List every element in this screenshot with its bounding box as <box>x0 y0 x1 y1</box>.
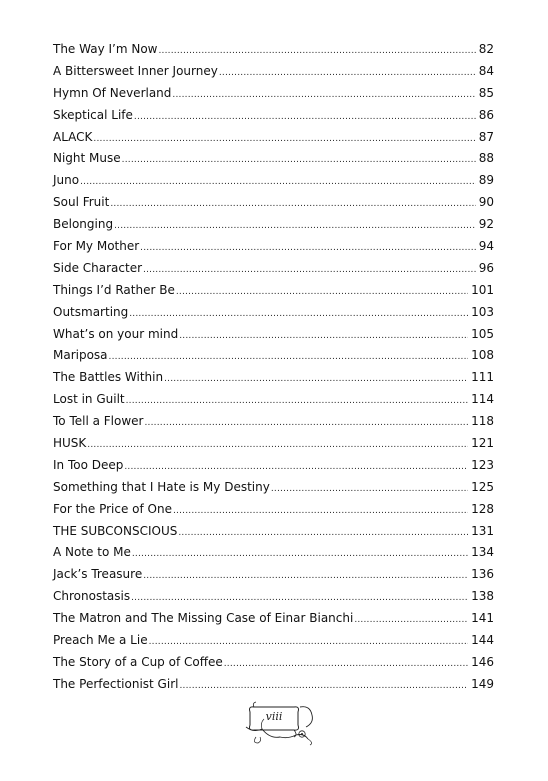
toc-entry-page-number: 96 <box>478 260 494 275</box>
toc-entry-title: Belonging <box>53 217 114 232</box>
toc-entry-title: To Tell a Flower <box>53 414 144 429</box>
toc-entry-title: Lost in Guilt <box>53 392 125 407</box>
toc-entry-title: The Story of a Cup of Coffee <box>53 654 223 669</box>
page-folio <box>244 699 318 749</box>
toc-entry-page-number: 90 <box>478 195 494 210</box>
toc-entry-page-number: 136 <box>471 567 494 582</box>
toc-entry-page-number: 84 <box>478 63 494 78</box>
toc-entry-page-number: 146 <box>471 654 494 669</box>
toc-entry[interactable] <box>53 389 494 411</box>
toc-entry-page-number: 85 <box>478 85 494 100</box>
toc-entry-title: Hymn Of Neverland <box>53 85 172 100</box>
toc-entry[interactable] <box>53 521 494 543</box>
toc-entry-page-number: 128 <box>471 501 494 516</box>
dot-leader <box>80 172 476 194</box>
toc-entry-title: Mariposa <box>53 348 108 363</box>
toc-entry-title: HUSK <box>53 436 87 451</box>
toc-entry[interactable] <box>53 105 494 127</box>
toc-entry-title: Outsmarting <box>53 304 129 319</box>
toc-entry-title: Something that I Hate is My Destiny <box>53 479 270 494</box>
toc-entry-page-number: 149 <box>471 676 494 691</box>
toc-entry[interactable] <box>53 411 494 433</box>
toc-entry[interactable] <box>53 127 494 149</box>
toc-entry[interactable] <box>53 170 494 192</box>
toc-entry-title: Preach Me a Lie <box>53 633 148 648</box>
toc-entry-page-number: 144 <box>471 633 494 648</box>
toc-entry-page-number: 134 <box>471 545 494 560</box>
toc-entry[interactable] <box>53 324 494 346</box>
toc-entry-page-number: 125 <box>471 479 494 494</box>
toc-entry[interactable] <box>53 148 494 170</box>
dot-leader <box>124 457 468 479</box>
toc-entry-page-number: 141 <box>471 611 494 626</box>
toc-entry-page-number: 94 <box>478 239 494 254</box>
toc-entry[interactable] <box>53 499 494 521</box>
toc-entry-page-number: 101 <box>471 282 494 297</box>
dot-leader <box>173 501 468 523</box>
dot-leader <box>114 216 476 238</box>
toc-entry[interactable] <box>53 433 494 455</box>
dot-leader <box>219 63 476 85</box>
toc-entry[interactable] <box>53 302 494 324</box>
dot-leader <box>149 632 469 654</box>
toc-entry-page-number: 89 <box>478 173 494 188</box>
dot-leader <box>164 369 468 391</box>
toc-entry[interactable] <box>53 214 494 236</box>
toc-entry-title: Things I’d Rather Be <box>53 282 175 297</box>
toc-entry-title: Chronostasis <box>53 589 131 604</box>
toc-entry-title: A Bittersweet Inner Journey <box>53 63 218 78</box>
dot-leader <box>224 654 468 676</box>
toc-entry-page-number: 103 <box>471 304 494 319</box>
toc-entry-page-number: 82 <box>478 42 494 56</box>
dot-leader <box>87 435 468 457</box>
dot-leader <box>129 304 468 326</box>
toc-entry-page-number: 111 <box>471 370 494 385</box>
dot-leader <box>172 85 475 107</box>
toc-entry-title: The Perfectionist Girl <box>53 676 179 691</box>
dot-leader <box>179 676 468 698</box>
scroll-banner-icon <box>244 699 318 749</box>
dot-leader <box>144 413 468 435</box>
toc-entry[interactable] <box>53 455 494 477</box>
toc-entry[interactable] <box>53 345 494 367</box>
dot-leader <box>159 41 476 63</box>
toc-entry[interactable] <box>53 280 494 302</box>
toc-entry-title: Soul Fruit <box>53 195 110 210</box>
toc-entry-title: The Way I’m Now <box>53 42 158 56</box>
dot-leader <box>354 610 468 632</box>
toc-entry[interactable] <box>53 630 494 652</box>
toc-entry-page-number: 131 <box>471 523 494 538</box>
toc-entry-page-number: 92 <box>478 217 494 232</box>
toc-entry-page-number: 108 <box>471 348 494 363</box>
toc-entry[interactable] <box>53 652 494 674</box>
toc-entry[interactable] <box>53 192 494 214</box>
toc-entry-title: Night Muse <box>53 151 121 166</box>
dot-leader <box>176 282 468 304</box>
toc-entry-page-number: 105 <box>471 326 494 341</box>
toc-entry-page-number: 123 <box>471 457 494 472</box>
dot-leader <box>143 260 476 282</box>
dot-leader <box>132 544 468 566</box>
toc-entry[interactable] <box>53 83 494 105</box>
toc-entry-title: What’s on your mind <box>53 326 179 341</box>
dot-leader <box>126 391 468 413</box>
dot-leader <box>178 523 468 545</box>
dot-leader <box>134 107 476 129</box>
toc-entry-page-number: 118 <box>471 414 494 429</box>
page-number: viii <box>265 710 283 723</box>
dot-leader <box>179 326 468 348</box>
toc-entry-title: The Matron and The Missing Case of Einar Bianchi <box>53 611 354 626</box>
toc-entry-page-number: 88 <box>478 151 494 166</box>
toc-entry-title: For My Mother <box>53 239 140 254</box>
toc-entry[interactable] <box>53 542 494 564</box>
toc-entry-page-number: 121 <box>471 436 494 451</box>
toc-entry-title: Side Character <box>53 260 143 275</box>
toc-entry-page-number: 86 <box>478 107 494 122</box>
toc-entry-title: For the Price of One <box>53 501 172 516</box>
dot-leader <box>143 566 468 588</box>
dot-leader <box>140 238 476 260</box>
toc-entry[interactable] <box>53 477 494 499</box>
toc-entry-title: The Battles Within <box>53 370 164 385</box>
toc-entry-title: Skeptical Life <box>53 107 133 122</box>
toc-entry[interactable] <box>53 608 494 630</box>
toc-entry-page-number: 114 <box>471 392 494 407</box>
dot-leader <box>131 588 468 610</box>
toc-entry-title: ALACK <box>53 129 93 144</box>
dot-leader <box>109 347 469 369</box>
toc-entry-page-number: 87 <box>478 129 494 144</box>
toc-entry[interactable] <box>53 674 494 696</box>
dot-leader <box>93 129 475 151</box>
toc-entry-page-number: 138 <box>471 589 494 604</box>
toc-entry-title: THE SUBCONSCIOUS <box>53 523 178 538</box>
toc-entry[interactable] <box>53 564 494 586</box>
table-of-contents <box>53 39 494 696</box>
toc-entry[interactable] <box>53 586 494 608</box>
toc-entry-title: A Note to Me <box>53 545 131 560</box>
toc-entry[interactable] <box>53 367 494 389</box>
toc-entry[interactable] <box>53 39 494 61</box>
dot-leader <box>110 194 475 216</box>
toc-entry[interactable] <box>53 236 494 258</box>
toc-entry-title: Jack’s Treasure <box>53 567 143 582</box>
dot-leader <box>122 150 476 172</box>
toc-entry[interactable] <box>53 61 494 83</box>
toc-entry-title: Juno <box>53 173 80 188</box>
toc-entry[interactable] <box>53 258 494 280</box>
dot-leader <box>271 479 468 501</box>
toc-entry-title: In Too Deep <box>53 457 124 472</box>
